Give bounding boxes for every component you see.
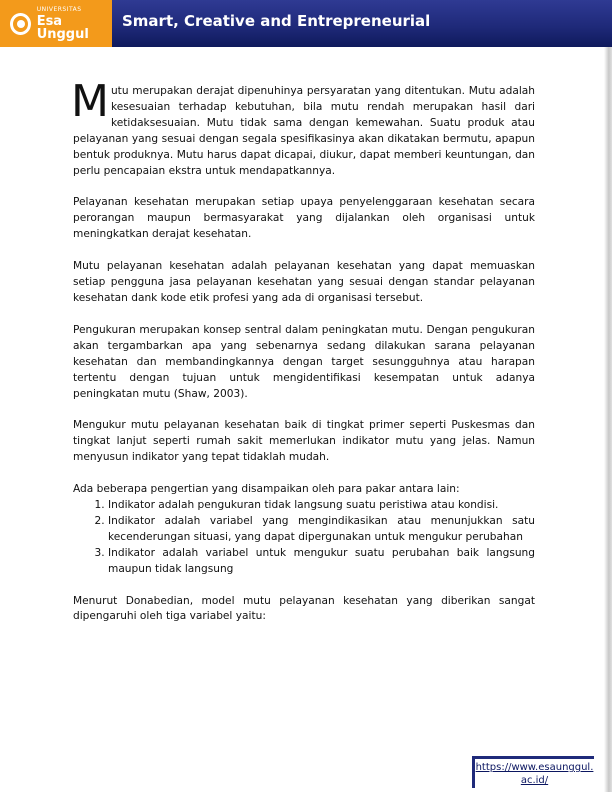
paragraph-2: Pelayanan kesehatan merupakan setiap upaya penyelenggaraan kesehatan secara perorangan maupun bermasyarakat yang dijalankan oleh organisasi untuk meningkatkan derajat kesehatan.: [73, 196, 535, 241]
paragraph-1-text: utu merupakan derajat dipenuhinya persyaratan yang ditentukan. Mutu adalah kesesuaian terhadap kebutuhan, bila mutu rendah merupakan hasil dari ketidaksesuaian. Mutu tidak sama dengan kemewahan. Suatu produk atau pelayanan yang sesuai dengan segala spesifikasinya akan dikatakan bermutu, apapun bentuk produknya. Mutu harus dapat dicapai, diukur, dapat memberi keuntungan, dan perlu pencapaian ekstra untuk mendapatkannya.: [73, 85, 535, 177]
paragraph-6: Ada beberapa pengertian yang disampaikan oleh para pakar antara lain:: [73, 483, 460, 496]
logo-small-text: UNIVERSITAS: [36, 5, 82, 13]
website-link-box: [472, 756, 594, 788]
logo-name: Esa Unggul: [36, 13, 89, 42]
paragraph-4: Pengukuran merupakan konsep sentral dalam peningkatan mutu. Dengan pengukuran akan tergambarkan apa yang sebenarnya sedang dilakukan sarana pelayanan kesehatan dan membandingkannya dengan target sesungguhnya atau harapan tertentu dengan tujuan untuk mengidentifikasi kesempatan untuk adanya peningkatan mutu (Shaw, 2003).: [73, 323, 535, 400]
website-link[interactable]: [476, 762, 594, 786]
list-item: 2. Indikator adalah variabel yang mengindikasikan atau menunjukkan satu kecenderungan situasi, yang dapat dipergunakan untuk mengukur perubahan: [108, 514, 535, 546]
paragraph-7: Menurut Donabedian, model mutu pelayanan kesehatan yang diberikan sangat dipengaruhi oleh tiga variabel yaitu:: [73, 594, 535, 623]
document-body: [71, 76, 535, 641]
paragraph-3: Mutu pelayanan kesehatan adalah pelayanan kesehatan yang dapat memuaskan setiap pengguna jasa pelayanan kesehatan yang sesuai dengan standar pelayanan kesehatan dank kode etik profesi yang ada di organisasi tersebut.: [73, 260, 535, 304]
website-link-line1: https://www.esaunggul.: [475, 762, 594, 773]
university-logo: [0, 0, 112, 47]
definition-list: [73, 498, 535, 578]
header-tagline: Smart, Creative and Entrepreneurial: [122, 12, 431, 30]
website-link-line2: ac.id/: [520, 775, 549, 786]
paragraph-1: [71, 76, 535, 179]
paragraph-5: Mengukur mutu pelayanan kesehatan baik di tingkat primer seperti Puskesmas dan tingkat lanjut seperti rumah sakit memerlukan indikator mutu yang jelas. Namun menyusun indikator yang tepat tidaklah mudah.: [73, 419, 535, 464]
logo-emblem-icon: [10, 13, 31, 35]
list-item: 1. Indikator adalah pengukuran tidak langsung suatu peristiwa atau kondisi.: [108, 498, 535, 514]
drop-cap: M: [71, 76, 109, 127]
list-item: 3. Indikator adalah variabel untuk mengukur suatu perubahan baik langsung maupun tidak langsung: [108, 546, 535, 578]
page-edge-shadow: [604, 47, 612, 792]
header-bar: [0, 0, 612, 47]
